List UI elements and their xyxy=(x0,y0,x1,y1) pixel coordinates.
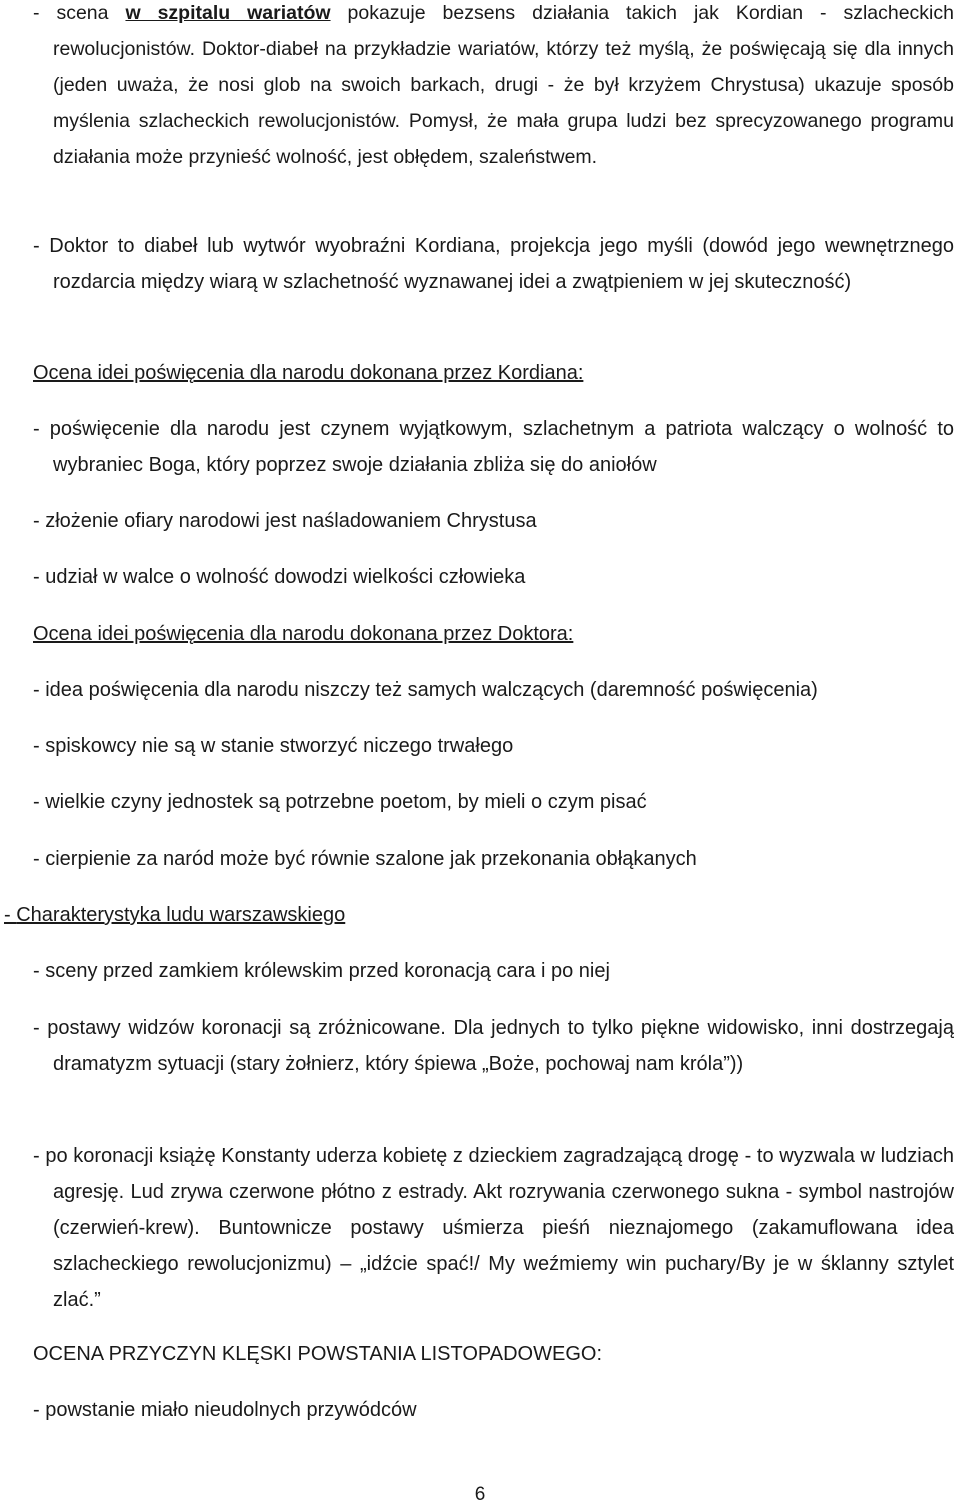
intro-highlight: w szpitalu wariatów xyxy=(125,2,331,24)
kordian-point: - udział w walce o wolność dowodzi wielkości człowieka xyxy=(33,566,526,588)
intro-text: pokazuje bezsens działania takich jak Kordian - szlacheckich rewolucjonistów. Doktor-diabeł na przykładzie wariatów, którzy też myślą, że poświęcają się dla innych (jeden uważa, że nosi glob na swoich barkach, drugi - że był krzyżem Chrystusa) ukazuje sposób myślenia szlacheckich rewolucjonistów. Pomysł, że mała grupa ludzi bez sprecyzowanego programu działania może przynieść wolność, jest obłędem, szaleństwem. xyxy=(53,2,954,168)
page-number: 6 xyxy=(474,1484,486,1505)
people-heading-dash: - xyxy=(4,904,17,926)
people-point: - po koronacji książę Konstanty uderza kobietę z dzieckiem zagradzającą drogę - to wyzwala w ludziach agresję. Lud zrywa czerwone płótno z estrady. Akt rozrywania czerwonego sukna - symbol nastrojów (czerwień-krew). Buntownicze postawy uśmierza pieśń nieznajomego (zakamuflowana idea szlacheckiego rewolucjonizmu) – „idźcie spać!/ My weźmiemy win puchary/By je w śklanny sztylet zlać.” xyxy=(33,1145,954,1311)
doctor-point: - cierpienie za naród może być równie szalone jak przekonania obłąkanych xyxy=(33,848,697,870)
doctor-point: - wielkie czyny jednostek są potrzebne poetom, by mieli o czym pisać xyxy=(33,791,647,813)
doctor-point: - idea poświęcenia dla narodu niszczy też samych walczących (daremność poświęcenia) xyxy=(33,679,818,701)
people-heading xyxy=(4,897,954,933)
intro-paragraph xyxy=(33,0,954,175)
kordian-point: - poświęcenie dla narodu jest czynem wyjątkowym, szlachetnym a patriota walczący o wolność to wybraniec Boga, który poprzez swoje działania zbliża się do aniołów xyxy=(33,418,954,476)
people-heading-title: Charakterystyka ludu warszawskiego xyxy=(16,904,346,926)
kordian-point: - złożenie ofiary narodowi jest naśladowaniem Chrystusa xyxy=(33,510,537,532)
kordian-heading: Ocena idei poświęcenia dla narodu dokonana przez Kordiana: xyxy=(33,362,584,384)
people-point: - postawy widzów koronacji są zróżnicowane. Dla jednych to tylko piękne widowisko, inni dostrzegają dramatyzm sytuacji (stary żołnierz, który śpiewa „Boże, pochowaj nam króla”)) xyxy=(33,1017,954,1075)
defeat-point: - powstanie miało nieudolnych przywódców xyxy=(33,1399,417,1421)
people-point: - sceny przed zamkiem królewskim przed koronacją cara i po niej xyxy=(33,960,610,982)
doctor-point: - spiskowcy nie są w stanie stworzyć niczego trwałego xyxy=(33,735,514,757)
intro-dash: - scena xyxy=(33,2,126,24)
doctor-heading: Ocena idei poświęcenia dla narodu dokonana przez Doktora: xyxy=(33,623,574,645)
defeat-heading: OCENA PRZYCZYN KLĘSKI POWSTANIA LISTOPADOWEGO: xyxy=(33,1343,603,1365)
doctor-note: - Doktor to diabeł lub wytwór wyobraźni Kordiana, projekcja jego myśli (dowód jego wewnętrznego rozdarcia między wiarą w szlachetność wyznawanej idei a zwątpieniem w jej skuteczność) xyxy=(33,235,954,293)
